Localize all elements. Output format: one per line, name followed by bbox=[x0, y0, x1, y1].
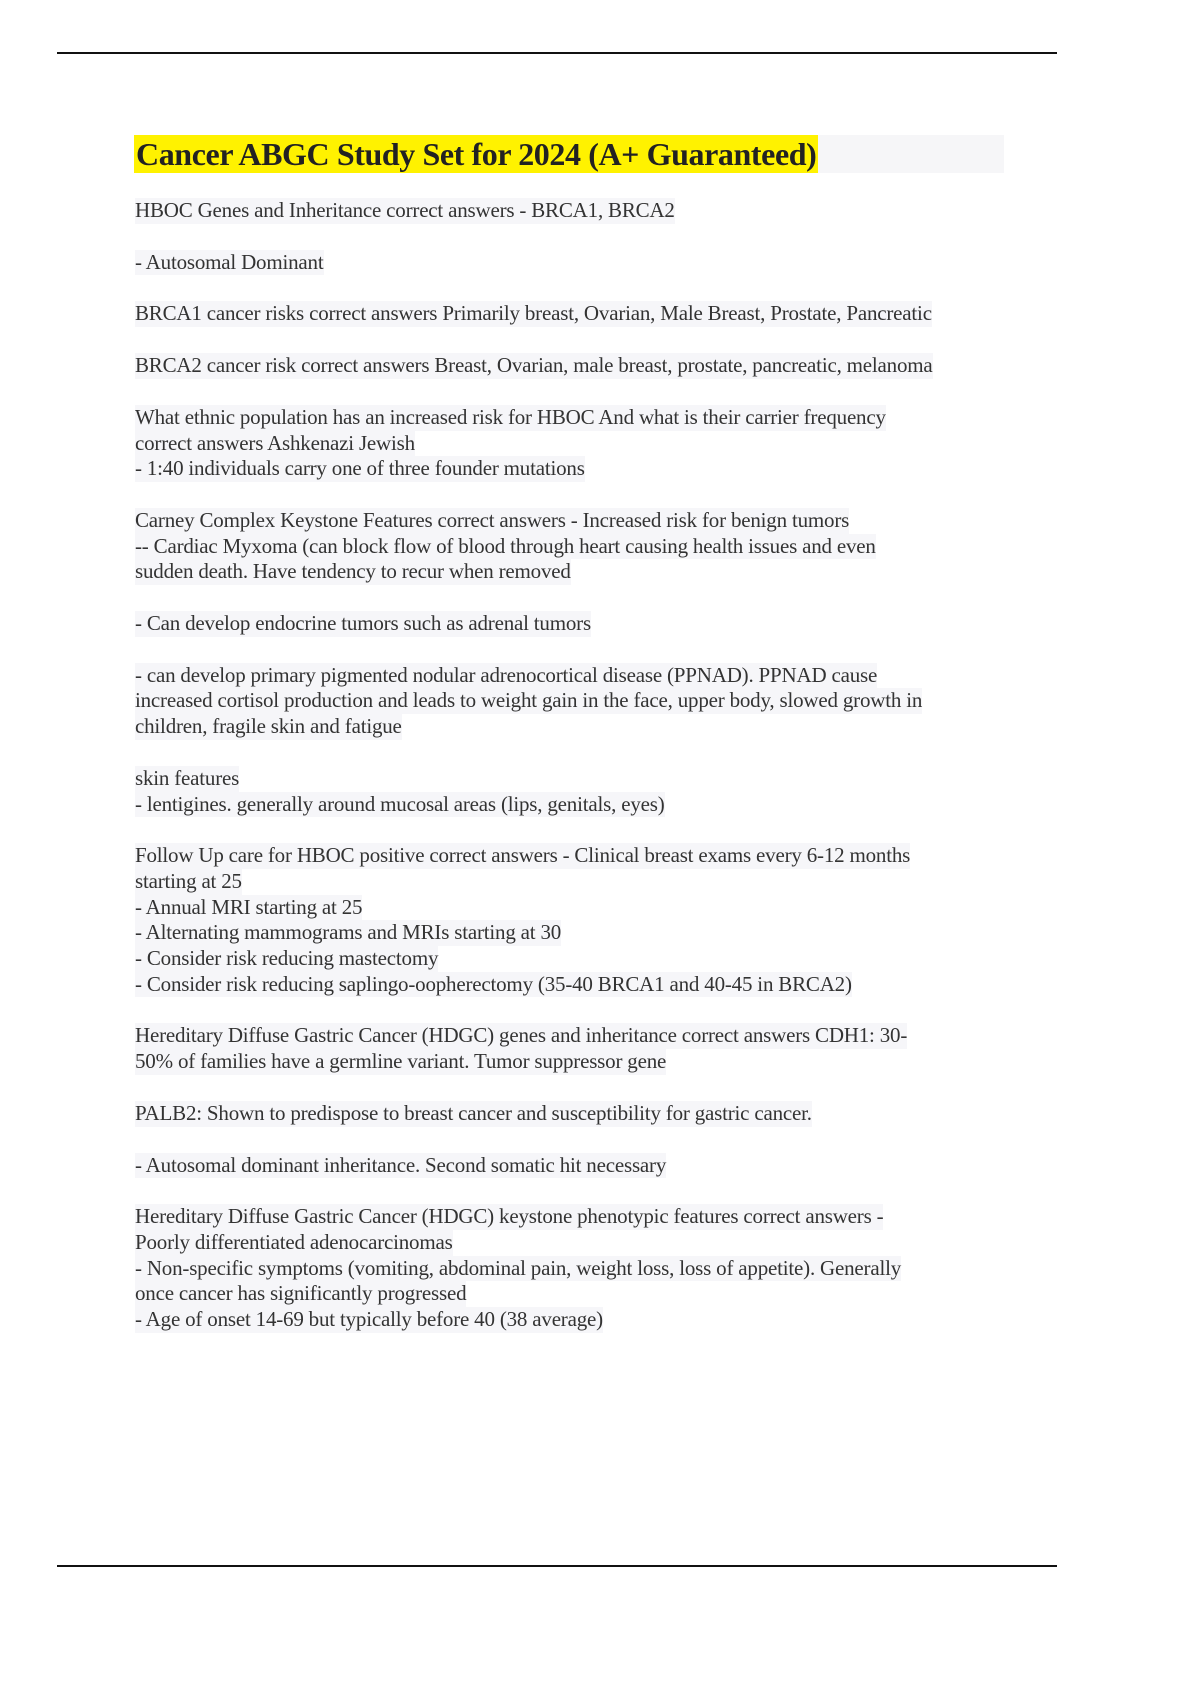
bottom-rule bbox=[57, 1565, 1057, 1567]
paragraph bbox=[135, 663, 1015, 740]
paragraph bbox=[135, 843, 1015, 997]
paragraph bbox=[135, 508, 1015, 585]
text-line: Carney Complex Keystone Features correct answers - Increased risk for benign tumors bbox=[135, 507, 850, 532]
text-line: - Autosomal Dominant bbox=[135, 249, 324, 274]
title-block bbox=[134, 135, 1004, 173]
text-line: once cancer has significantly progressed bbox=[135, 1281, 467, 1306]
text-line: Follow Up care for HBOC positive correct answers - Clinical breast exams every 6-12 months bbox=[135, 843, 911, 868]
text-line: - can develop primary pigmented nodular adrenocortical disease (PPNAD). PPNAD cause bbox=[135, 662, 878, 687]
text-line: correct answers Ashkenazi Jewish bbox=[135, 430, 415, 455]
text-line: BRCA1 cancer risks correct answers Primarily breast, Ovarian, Male Breast, Prostate, Pancreatic bbox=[135, 301, 932, 326]
paragraph bbox=[135, 353, 1015, 379]
text-line: - Can develop endocrine tumors such as adrenal tumors bbox=[135, 611, 591, 636]
paragraph bbox=[135, 198, 1015, 224]
paragraph bbox=[135, 1023, 1015, 1074]
text-line: - Alternating mammograms and MRIs starting at 30 bbox=[135, 920, 562, 945]
document-title: Cancer ABGC Study Set for 2024 (A+ Guaranteed) bbox=[136, 136, 817, 172]
document-body bbox=[135, 198, 1015, 1359]
paragraph bbox=[135, 1153, 1015, 1179]
text-line: - Age of onset 14-69 but typically before 40 (38 average) bbox=[135, 1307, 603, 1332]
paragraph bbox=[135, 766, 1015, 817]
text-line: sudden death. Have tendency to recur when removed bbox=[135, 559, 571, 584]
text-line: - lentigines. generally around mucosal areas (lips, genitals, eyes) bbox=[135, 791, 665, 816]
text-line: What ethnic population has an increased risk for HBOC And what is their carrier frequency bbox=[135, 404, 886, 429]
text-line: - Non-specific symptoms (vomiting, abdominal pain, weight loss, loss of appetite). Generally bbox=[135, 1255, 902, 1280]
text-line: -- Cardiac Myxoma (can block flow of blood through heart causing health issues and even bbox=[135, 533, 876, 558]
text-line: starting at 25 bbox=[135, 868, 242, 893]
paragraph bbox=[135, 301, 1015, 327]
text-line: BRCA2 cancer risk correct answers Breast, Ovarian, male breast, prostate, pancreatic, melanoma bbox=[135, 353, 933, 378]
paragraph bbox=[135, 405, 1015, 482]
text-line: - Annual MRI starting at 25 bbox=[135, 894, 363, 919]
paragraph bbox=[135, 1101, 1015, 1127]
text-line: increased cortisol production and leads to weight gain in the face, upper body, slowed growth in bbox=[135, 688, 923, 713]
text-line: Hereditary Diffuse Gastric Cancer (HDGC) genes and inheritance correct answers CDH1: 30- bbox=[135, 1023, 908, 1048]
top-rule bbox=[57, 52, 1057, 54]
text-line: Hereditary Diffuse Gastric Cancer (HDGC) keystone phenotypic features correct answers - bbox=[135, 1204, 884, 1229]
text-line: - 1:40 individuals carry one of three founder mutations bbox=[135, 456, 585, 481]
text-line: PALB2: Shown to predispose to breast cancer and susceptibility for gastric cancer. bbox=[135, 1100, 812, 1125]
text-line: 50% of families have a germline variant. Tumor suppressor gene bbox=[135, 1049, 667, 1074]
text-line: skin features bbox=[135, 765, 240, 790]
text-line: - Consider risk reducing saplingo-oopherectomy (35-40 BRCA1 and 40-45 in BRCA2) bbox=[135, 971, 852, 996]
paragraph bbox=[135, 250, 1015, 276]
text-line: - Consider risk reducing mastectomy bbox=[135, 946, 439, 971]
text-line: children, fragile skin and fatigue bbox=[135, 714, 402, 739]
text-line: - Autosomal dominant inheritance. Second somatic hit necessary bbox=[135, 1152, 667, 1177]
text-line: Poorly differentiated adenocarcinomas bbox=[135, 1229, 453, 1254]
text-line: HBOC Genes and Inheritance correct answers - BRCA1, BRCA2 bbox=[135, 198, 675, 222]
paragraph bbox=[135, 1204, 1015, 1333]
paragraph bbox=[135, 611, 1015, 637]
